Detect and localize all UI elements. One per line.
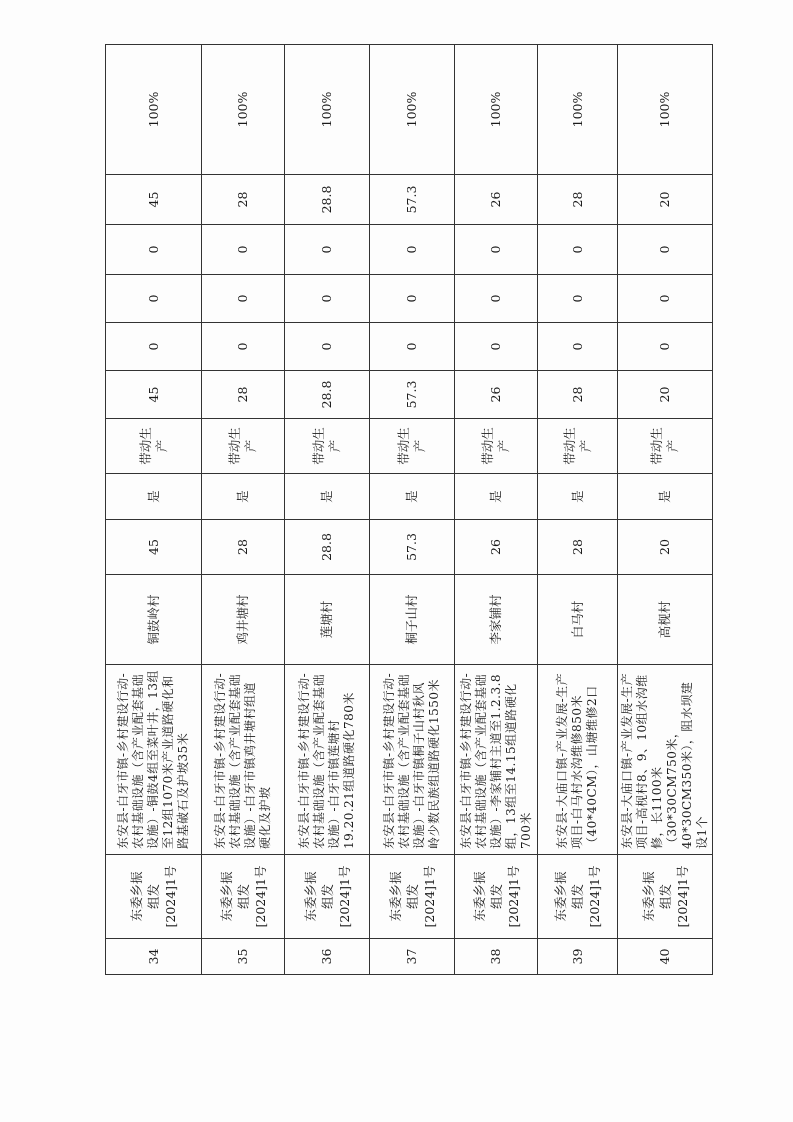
document-number-line: [2024]1号: [336, 865, 352, 928]
zero-value-1: 0: [370, 323, 455, 371]
benefit-mode: 带动生产: [202, 419, 285, 474]
investment-amount: 20: [618, 520, 713, 575]
benefit-flag: 是: [618, 474, 713, 520]
document-number-line: 东委乡振: [640, 871, 656, 922]
fund-amount: 57.3: [370, 371, 455, 419]
table-row: [106, 45, 202, 975]
village-name: 铜鼓岭村: [106, 575, 202, 665]
zero-value-2: 0: [285, 275, 370, 323]
benefit-mode: 带动生产: [538, 419, 618, 474]
table-row: [455, 45, 538, 975]
fund-amount: 20: [618, 371, 713, 419]
village-name: 高枧村: [618, 575, 713, 665]
completion-rate: 100%: [618, 45, 713, 175]
completion-rate: 100%: [455, 45, 538, 175]
benefit-mode: 带动生产: [370, 419, 455, 474]
completion-rate: 100%: [538, 45, 618, 175]
benefit-mode: 带动生产: [285, 419, 370, 474]
total-amount: 45: [106, 175, 202, 225]
row-number: 34: [106, 939, 202, 975]
zero-value-1: 0: [285, 323, 370, 371]
investment-amount: 26: [455, 520, 538, 575]
row-number: 38: [455, 939, 538, 975]
document-number-line: [2024]1号: [505, 865, 521, 928]
total-amount: 28: [202, 175, 285, 225]
document-number-line: 东委乡振: [218, 871, 234, 922]
investment-amount: 28: [202, 520, 285, 575]
project-description: 东安县-白牙市镇-乡村建设行动-农村基础设施（含产业配套基础设施）-铜鼓4组至菜叶井，13组至12组1070米产业道路硬化和路基破石及护坡35米: [106, 665, 202, 855]
zero-value-1: 0: [618, 323, 713, 371]
total-amount: 20: [618, 175, 713, 225]
document-number-line: 组发: [146, 884, 161, 910]
table-row: [285, 45, 370, 975]
document-number-line: [2024]1号: [674, 865, 690, 928]
document-number: [106, 855, 202, 939]
document-number-line: [2024]1号: [163, 865, 178, 928]
fund-amount: 28: [202, 371, 285, 419]
fund-amount: 28: [538, 371, 618, 419]
total-amount: 28: [538, 175, 618, 225]
document-number: [538, 855, 618, 939]
fund-amount: 26: [455, 371, 538, 419]
benefit-mode: 带动生产: [455, 419, 538, 474]
benefit-flag: 是: [285, 474, 370, 520]
village-name: 李家铺村: [455, 575, 538, 665]
document-number-line: [2024]1号: [252, 865, 268, 928]
village-name: 桐子山村: [370, 575, 455, 665]
project-description: 东安县-白牙市镇-乡村建设行动-农村基础设施（含产业配套基础设施）-白牙市镇鸡井塘村组道硬化及护坡: [202, 665, 285, 855]
completion-rate: 100%: [370, 45, 455, 175]
investment-amount: 57.3: [370, 520, 455, 575]
zero-value-2: 0: [618, 275, 713, 323]
project-description: 东安县-大庙口镇-产业发展-生产项目-高枧村8、9、10组水沟维修，长1100米（30*30CM750米，40*30CM350米），阻水坝建设1个: [618, 665, 713, 855]
row-number: 37: [370, 939, 455, 975]
document-number-line: 组发: [404, 884, 420, 910]
zero-value-2: 0: [538, 275, 618, 323]
document-number-line: 组发: [570, 884, 585, 910]
table-row: [538, 45, 618, 975]
document-number-line: [2024]1号: [421, 865, 437, 928]
completion-rate: 100%: [285, 45, 370, 175]
document-number: [455, 855, 538, 939]
zero-value-1: 0: [106, 323, 202, 371]
zero-value-2: 0: [455, 275, 538, 323]
zero-value-3: 0: [370, 225, 455, 275]
table-row: [618, 45, 713, 975]
document-number-line: 东委乡振: [553, 871, 568, 922]
benefit-flag: 是: [370, 474, 455, 520]
rotated-table-wrapper: [105, 91, 709, 975]
benefit-mode: 带动生产: [618, 419, 713, 474]
total-amount: 28.8: [285, 175, 370, 225]
investment-amount: 45: [106, 520, 202, 575]
document-number: [202, 855, 285, 939]
row-number: 35: [202, 939, 285, 975]
village-name: 鸡井塘村: [202, 575, 285, 665]
project-description: 东安县-大庙口镇-产业发展-生产项目-白马村水沟维修850米（40*40CM），山塘维修2口: [538, 665, 618, 855]
village-name: 莲塘村: [285, 575, 370, 665]
row-number: 39: [538, 939, 618, 975]
document-number-line: 组发: [235, 884, 251, 910]
document-number: [285, 855, 370, 939]
zero-value-3: 0: [455, 225, 538, 275]
document-number: [370, 855, 455, 939]
project-description: 东安县-白牙市镇-乡村建设行动-农村基础设施（含产业配套基础设施）-白牙市镇桐子山村秋风岭少数民族组道路硬化1550米: [370, 665, 455, 855]
row-number: 36: [285, 939, 370, 975]
fund-amount: 45: [106, 371, 202, 419]
project-table: [105, 44, 713, 975]
total-amount: 57.3: [370, 175, 455, 225]
zero-value-3: 0: [106, 225, 202, 275]
village-name: 白马村: [538, 575, 618, 665]
table-row: [370, 45, 455, 975]
zero-value-3: 0: [618, 225, 713, 275]
document-number-line: 组发: [488, 884, 504, 910]
document-number-line: [2024]1号: [587, 865, 602, 928]
benefit-flag: 是: [538, 474, 618, 520]
benefit-mode: 带动生产: [106, 419, 202, 474]
investment-amount: 28: [538, 520, 618, 575]
benefit-flag: 是: [202, 474, 285, 520]
fund-amount: 28.8: [285, 371, 370, 419]
zero-value-2: 0: [202, 275, 285, 323]
project-description: 东安县-白牙市镇-乡村建设行动-农村基础设施（含产业配套基础设施）-白牙市镇莲塘村19.20.21组道路硬化780米: [285, 665, 370, 855]
project-description: 东安县-白牙市镇-乡村建设行动-农村基础设施（含产业配套基础设施）-李家铺村主道至1.2.3.8组，13组至14.15组道路硬化700米: [455, 665, 538, 855]
row-number: 40: [618, 939, 713, 975]
zero-value-3: 0: [202, 225, 285, 275]
zero-value-1: 0: [455, 323, 538, 371]
document-number-line: 组发: [319, 884, 335, 910]
table-row: [202, 45, 285, 975]
completion-rate: 100%: [106, 45, 202, 175]
document-number-line: 东委乡振: [302, 871, 318, 922]
zero-value-1: 0: [538, 323, 618, 371]
zero-value-2: 0: [106, 275, 202, 323]
zero-value-3: 0: [285, 225, 370, 275]
document-number-line: 东委乡振: [129, 871, 144, 922]
document-number-line: 东委乡振: [471, 871, 487, 922]
document-number-line: 组发: [657, 884, 673, 910]
document-number: [618, 855, 713, 939]
zero-value-2: 0: [370, 275, 455, 323]
document-number-line: 东委乡振: [387, 871, 403, 922]
total-amount: 26: [455, 175, 538, 225]
zero-value-3: 0: [538, 225, 618, 275]
benefit-flag: 是: [455, 474, 538, 520]
zero-value-1: 0: [202, 323, 285, 371]
completion-rate: 100%: [202, 45, 285, 175]
benefit-flag: 是: [106, 474, 202, 520]
investment-amount: 28.8: [285, 520, 370, 575]
